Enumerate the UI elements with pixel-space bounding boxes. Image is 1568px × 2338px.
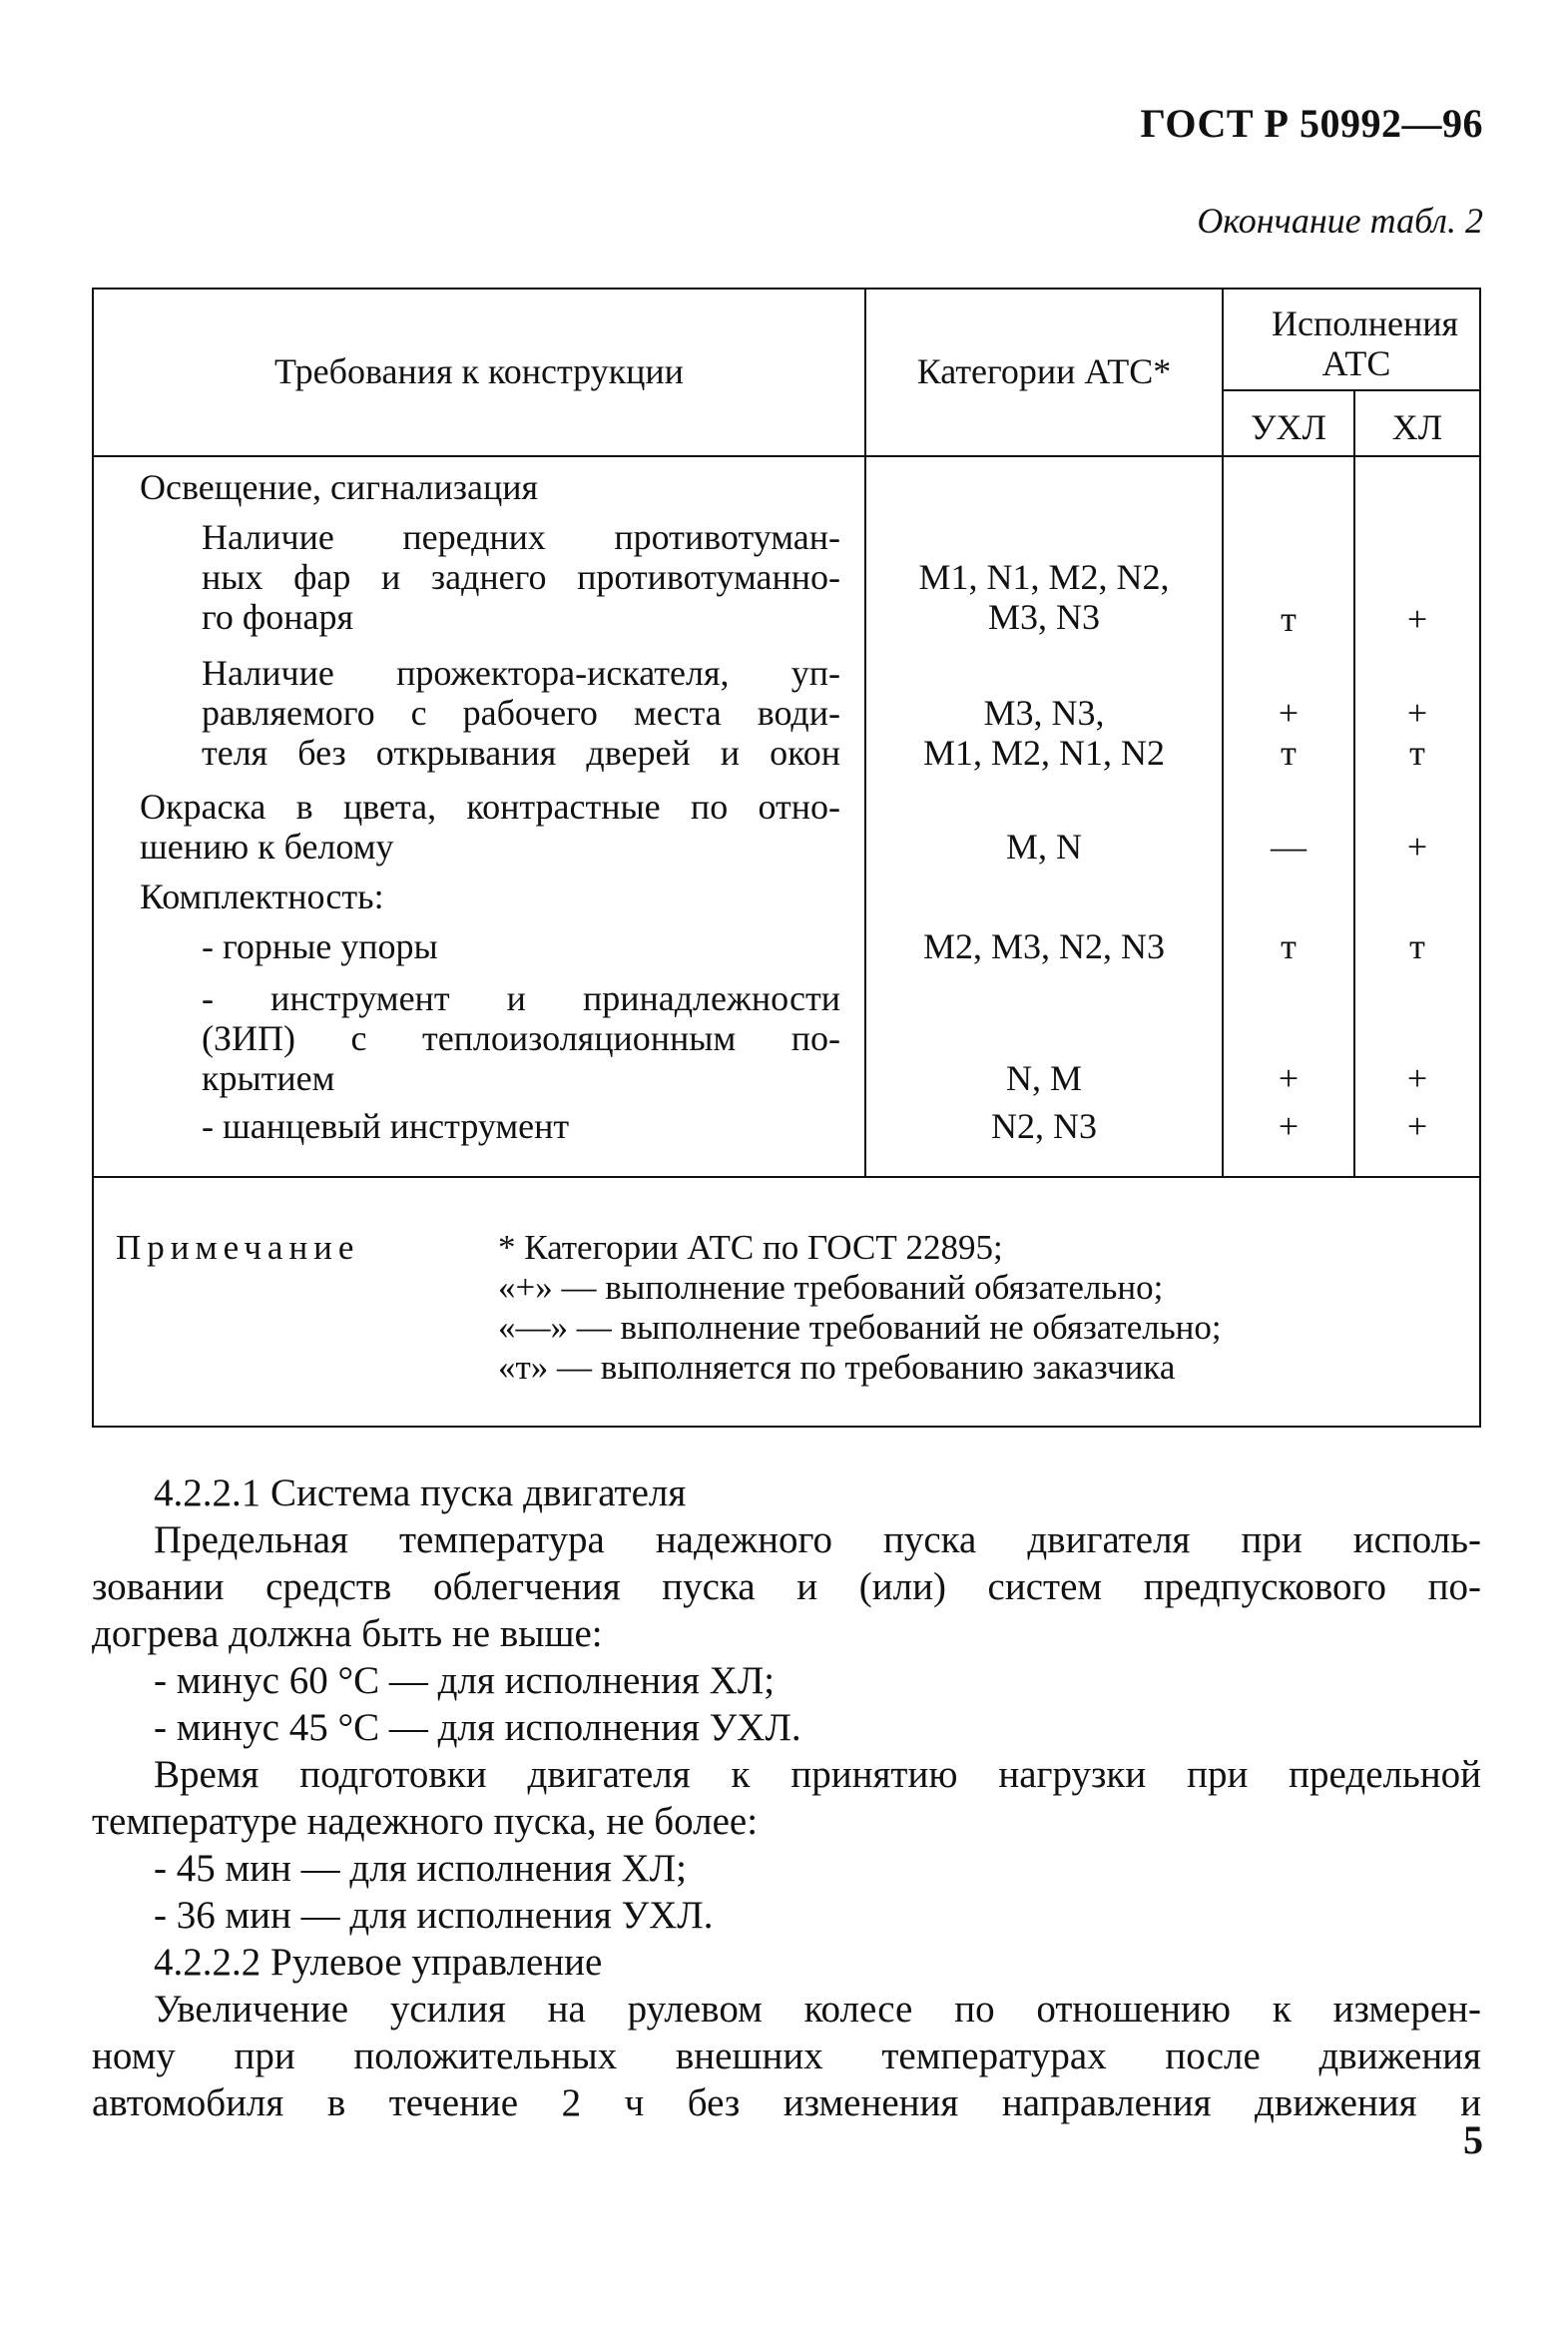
table-row-requirement: Наличие прожектора-искателя, уп- равляемого с рабочего места води- теля без открывания дверей и окон	[202, 653, 840, 773]
table-row-hl: +	[1406, 1106, 1428, 1146]
table-continuation-caption: Окончание табл. 2	[1197, 201, 1483, 241]
table-note-label: Примечание	[116, 1228, 360, 1267]
table-row-requirement: Освещение, сигнализация	[140, 467, 539, 507]
table-row-categories: M, N	[1005, 827, 1082, 867]
table-row-categories: N2, N3	[991, 1106, 1097, 1146]
table-row-uhl: + т	[1278, 693, 1300, 773]
table-row-uhl: т	[1281, 926, 1297, 966]
table-row-uhl: +	[1278, 1058, 1300, 1098]
header-hl: ХЛ	[1391, 407, 1443, 447]
table-divider	[1222, 389, 1479, 391]
header-execution: Исполнения АТС	[1272, 303, 1459, 383]
table-row-requirement: Комплектность:	[140, 877, 384, 916]
table-row-hl: т	[1409, 926, 1425, 966]
list-preparation-times: - 45 мин — для исполнения ХЛ; - 36 мин — для исполнения УХЛ.	[154, 1847, 714, 1937]
table-row-requirement: Окраска в цвета, контрастные по отно- шению к белому	[140, 787, 840, 867]
header-categories: Категории АТС*	[916, 351, 1172, 391]
paragraph-preparation-time: Время подготовки двигателя к принятию нагрузки при предельной температуре надежного пуска, не более:	[92, 1753, 1481, 1843]
table-row-categories: M3, N3, M1, M2, N1, N2	[922, 693, 1165, 773]
requirements-table	[92, 288, 1481, 1428]
table-row-hl: +	[1406, 827, 1428, 867]
table-row-requirement: - инструмент и принадлежности (ЗИП) с теплоизоляционным по- крытием	[202, 978, 840, 1098]
table-row-hl: +	[1406, 1058, 1428, 1098]
table-row-uhl: +	[1278, 1106, 1300, 1146]
table-row-uhl: т	[1281, 599, 1297, 639]
header-requirements: Требования к конструкции	[274, 351, 684, 391]
section-title-steering: 4.2.2.2 Рулевое управление	[154, 1941, 603, 1984]
document-code: ГОСТ Р 50992—96	[1140, 101, 1483, 146]
table-row-requirement: - шанцевый инструмент	[202, 1106, 570, 1146]
table-row-hl: +	[1406, 599, 1428, 639]
table-row-requirement: Наличие передних противотуман- ных фар и заднего противотуманно- го фонаря	[202, 517, 840, 637]
table-divider	[94, 1176, 1479, 1178]
section-title-engine-start: 4.2.2.1 Система пуска двигателя	[154, 1471, 687, 1514]
table-row-categories: M2, M3, N2, N3	[922, 926, 1165, 966]
table-row-requirement: - горные упоры	[202, 926, 438, 966]
table-divider	[94, 455, 1479, 457]
table-note: * Категории АТС по ГОСТ 22895; «+» — выполнение требований обязательно; «—» — выполнение требований не обязательно; «т» — выполняется по требованию заказчика	[498, 1228, 1222, 1387]
paragraph-steering-force: Увеличение усилия на рулевом колесе по отношению к измерен- ному при положительных внешних температурах после движения автомобиля в течение 2 ч без изменения направления движения и	[92, 1988, 1481, 2124]
table-row-categories: N, M	[1005, 1058, 1082, 1098]
table-row-categories: M1, N1, M2, N2, M3, N3	[918, 557, 1170, 637]
paragraph-engine-start-temperature: Предельная температура надежного пуска двигателя при исполь- зовании средств облегчения пуска и (или) систем предпускового по- догрева должна быть не выше:	[92, 1518, 1481, 1655]
header-uhl: УХЛ	[1251, 407, 1326, 447]
table-row-uhl: —	[1271, 827, 1307, 867]
table-row-hl: + т	[1406, 693, 1428, 773]
page-number: 5	[1463, 2117, 1483, 2162]
list-start-temperatures: - минус 60 °C — для исполнения ХЛ; - минус 45 °C — для исполнения УХЛ.	[154, 1659, 801, 1749]
